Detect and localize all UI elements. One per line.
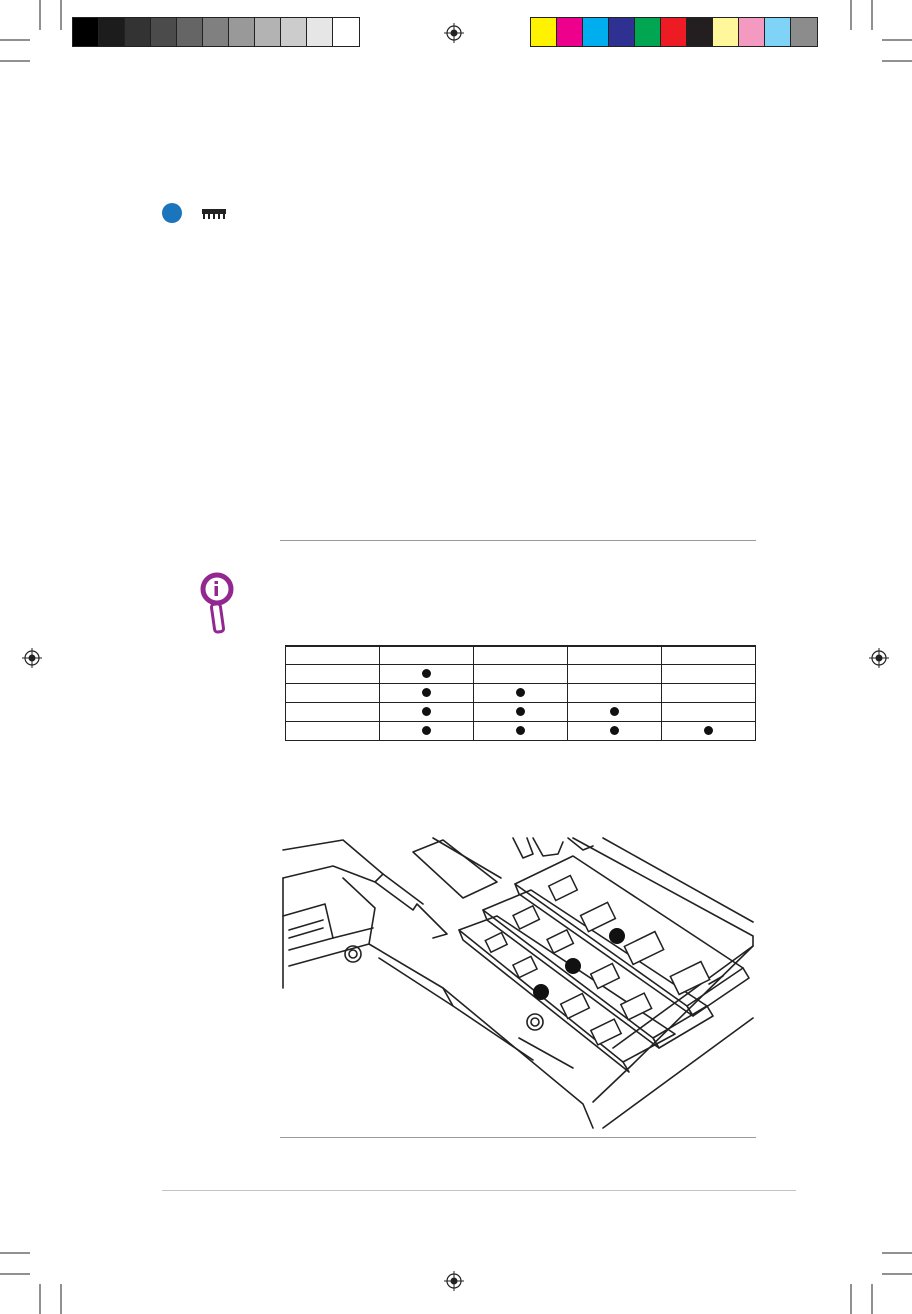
memory-slot-illustration (283, 838, 753, 1128)
table-cell (380, 665, 474, 684)
callout-marker (565, 958, 581, 974)
table-cell (568, 684, 662, 703)
table-cell (474, 646, 568, 665)
memory-configuration-table (285, 645, 756, 741)
filled-dot-icon (610, 726, 619, 735)
filled-dot-icon (422, 726, 431, 735)
table-cell (568, 646, 662, 665)
blue-circle-icon (162, 203, 182, 223)
filled-dot-icon (422, 688, 431, 697)
filled-dot-icon (516, 707, 525, 716)
table-cell (286, 722, 380, 741)
table-row (286, 646, 756, 665)
table-cell (474, 684, 568, 703)
callout-marker (533, 984, 549, 1000)
filled-dot-icon (422, 669, 431, 678)
filled-dot-icon (704, 726, 713, 735)
filled-dot-icon (422, 707, 431, 716)
table-cell (568, 665, 662, 684)
table-cell (662, 684, 756, 703)
table-cell (286, 684, 380, 703)
footer-rule (162, 1190, 796, 1191)
memory-module-icon (202, 209, 226, 223)
table-cell (380, 722, 474, 741)
table-cell (380, 703, 474, 722)
magnifier-note-icon (200, 572, 238, 634)
table-cell (286, 665, 380, 684)
table-cell (662, 646, 756, 665)
table-row (286, 722, 756, 741)
filled-dot-icon (516, 688, 525, 697)
table-row (286, 703, 756, 722)
table-cell (380, 646, 474, 665)
table-cell (286, 646, 380, 665)
table-row (286, 665, 756, 684)
filled-dot-icon (516, 726, 525, 735)
table-cell (568, 722, 662, 741)
table-cell (662, 703, 756, 722)
callout-marker (609, 928, 625, 944)
table-cell (474, 703, 568, 722)
table-cell (380, 684, 474, 703)
table-cell (474, 665, 568, 684)
table-cell (286, 703, 380, 722)
table-row (286, 684, 756, 703)
filled-dot-icon (610, 707, 619, 716)
table-cell (568, 703, 662, 722)
table-cell (474, 722, 568, 741)
table-cell (662, 722, 756, 741)
table-cell (662, 665, 756, 684)
section-divider-bottom (280, 1137, 756, 1138)
section-divider-top (280, 540, 756, 541)
